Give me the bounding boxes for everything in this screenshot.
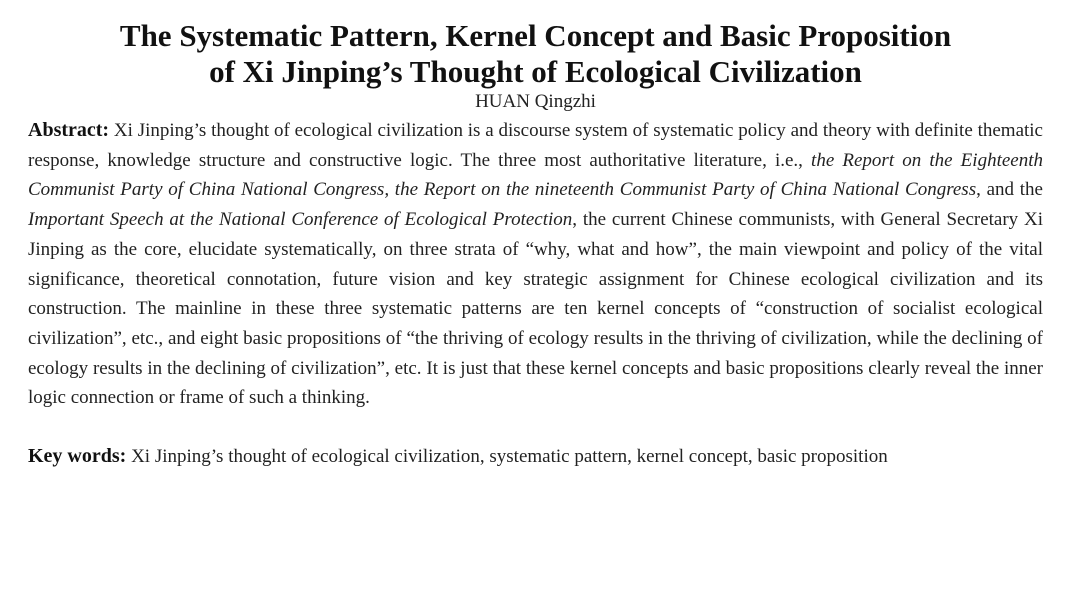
abstract-italic-speech: Important Speech at the National Conference of Ecological Protection — [28, 209, 573, 231]
title-line-2: of Xi Jinping’s Thought of Ecological Civilization — [209, 54, 862, 89]
keywords-label: Key words: — [28, 445, 127, 468]
abstract-text-3: , the current Chinese communists, with General Secretary Xi Jinping as the core, elucidate systematically, on three strata of “why, what and how”, the main viewpoint and policy of the vital significance, theoretical connotation, future vision and key strategic assignment for Chinese ecological civilization and its construction. The mainline in these three systematic patterns are ten kernel concepts of “construction of socialist ecological civilization”, etc., and eight basic propositions of “the thriving of ecology results in the thriving of civilization, while the declining of ecology results in the declining of civilization”, etc. It is just that these kernel concepts and basic propositions clearly reveal the inner logic connection or frame of such a thinking. — [28, 209, 1043, 409]
abstract-paragraph — [28, 116, 1043, 413]
abstract-text-2: , and the — [976, 179, 1043, 201]
abstract-label: Abstract: — [28, 119, 110, 141]
paper-title — [28, 18, 1043, 90]
abstract-text-1: Xi Jinping’s thought of ecological civilization is a discourse system of systematic policy and theory with definite thematic response, knowledge structure and constructive logic. The three most authoritative literature, i.e., — [28, 120, 1043, 171]
keywords-text: Xi Jinping’s thought of ecological civilization, systematic pattern, kernel concept, basic proposition — [126, 446, 888, 468]
abstract-italic-reports: the Report on the Eighteenth Communist Party of China National Congress, the Report on the nineteenth Communist Party of China National Congress — [28, 149, 1043, 201]
title-line-1: The Systematic Pattern, Kernel Concept and Basic Proposition — [119, 18, 952, 53]
keywords-paragraph — [28, 442, 1043, 472]
author-name: HUAN Qingzhi — [475, 91, 596, 112]
